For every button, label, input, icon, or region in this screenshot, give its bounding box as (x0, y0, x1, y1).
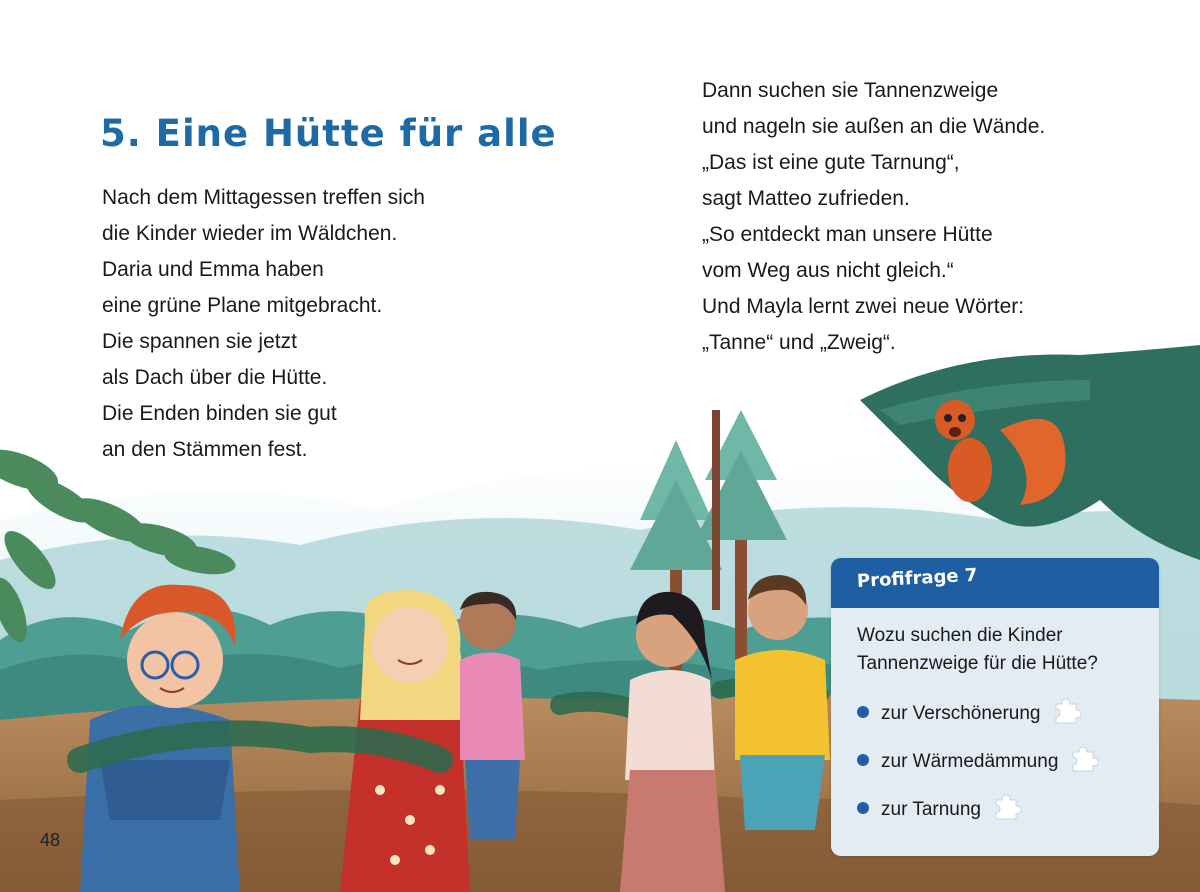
text-line: Daria und Emma haben (102, 258, 324, 281)
answer-option[interactable] (857, 794, 1098, 842)
answer-options (857, 698, 1098, 842)
answer-label: zur Verschönerung (881, 703, 1041, 724)
bullet-icon (857, 754, 869, 766)
answer-option[interactable] (857, 746, 1098, 794)
text-line: Nach dem Mittagessen treffen sich (102, 186, 425, 209)
bullet-icon (857, 802, 869, 814)
text-line: und nageln sie außen an die Wände. (702, 115, 1046, 138)
text-line: vom Weg aus nicht gleich.“ (702, 259, 954, 282)
profifrage-question (857, 622, 1098, 678)
right-text-column (702, 73, 1045, 361)
text-line: „So entdeckt man unsere Hütte (702, 223, 993, 246)
puzzle-piece-icon (1068, 744, 1098, 774)
text-line: „Tanne“ und „Zweig“. (702, 331, 896, 354)
text-line: eine grüne Plane mitgebracht. (102, 294, 383, 317)
question-line: Wozu suchen die Kinder (857, 625, 1063, 646)
bullet-icon (857, 706, 869, 718)
answer-label: zur Tarnung (881, 799, 981, 820)
text-line: „Das ist eine gute Tarnung“, (702, 151, 960, 174)
text-line: als Dach über die Hütte. (102, 366, 328, 389)
text-line: an den Stämmen fest. (102, 438, 308, 461)
chapter-title: 5. Eine Hütte für alle (100, 112, 557, 155)
text-line: Die Enden binden sie gut (102, 402, 337, 425)
answer-option[interactable] (857, 698, 1098, 746)
left-text-column (102, 180, 425, 468)
profifrage-box (831, 558, 1159, 856)
text-line: Und Mayla lernt zwei neue Wörter: (702, 295, 1025, 318)
text-line: Dann suchen sie Tannenzweige (702, 79, 999, 102)
question-line: Tannenzweige für die Hütte? (857, 653, 1098, 674)
profifrage-title: Profifrage 7 (856, 564, 978, 592)
page-number: 48 (40, 830, 61, 850)
text-line: Die spannen sie jetzt (102, 330, 297, 353)
puzzle-piece-icon (991, 792, 1021, 822)
text-line: die Kinder wieder im Wäldchen. (102, 222, 398, 245)
text-line: sagt Matteo zufrieden. (702, 187, 910, 210)
profifrage-header (831, 558, 1159, 608)
puzzle-piece-icon (1051, 696, 1081, 726)
answer-label: zur Wärmedämmung (881, 751, 1059, 772)
